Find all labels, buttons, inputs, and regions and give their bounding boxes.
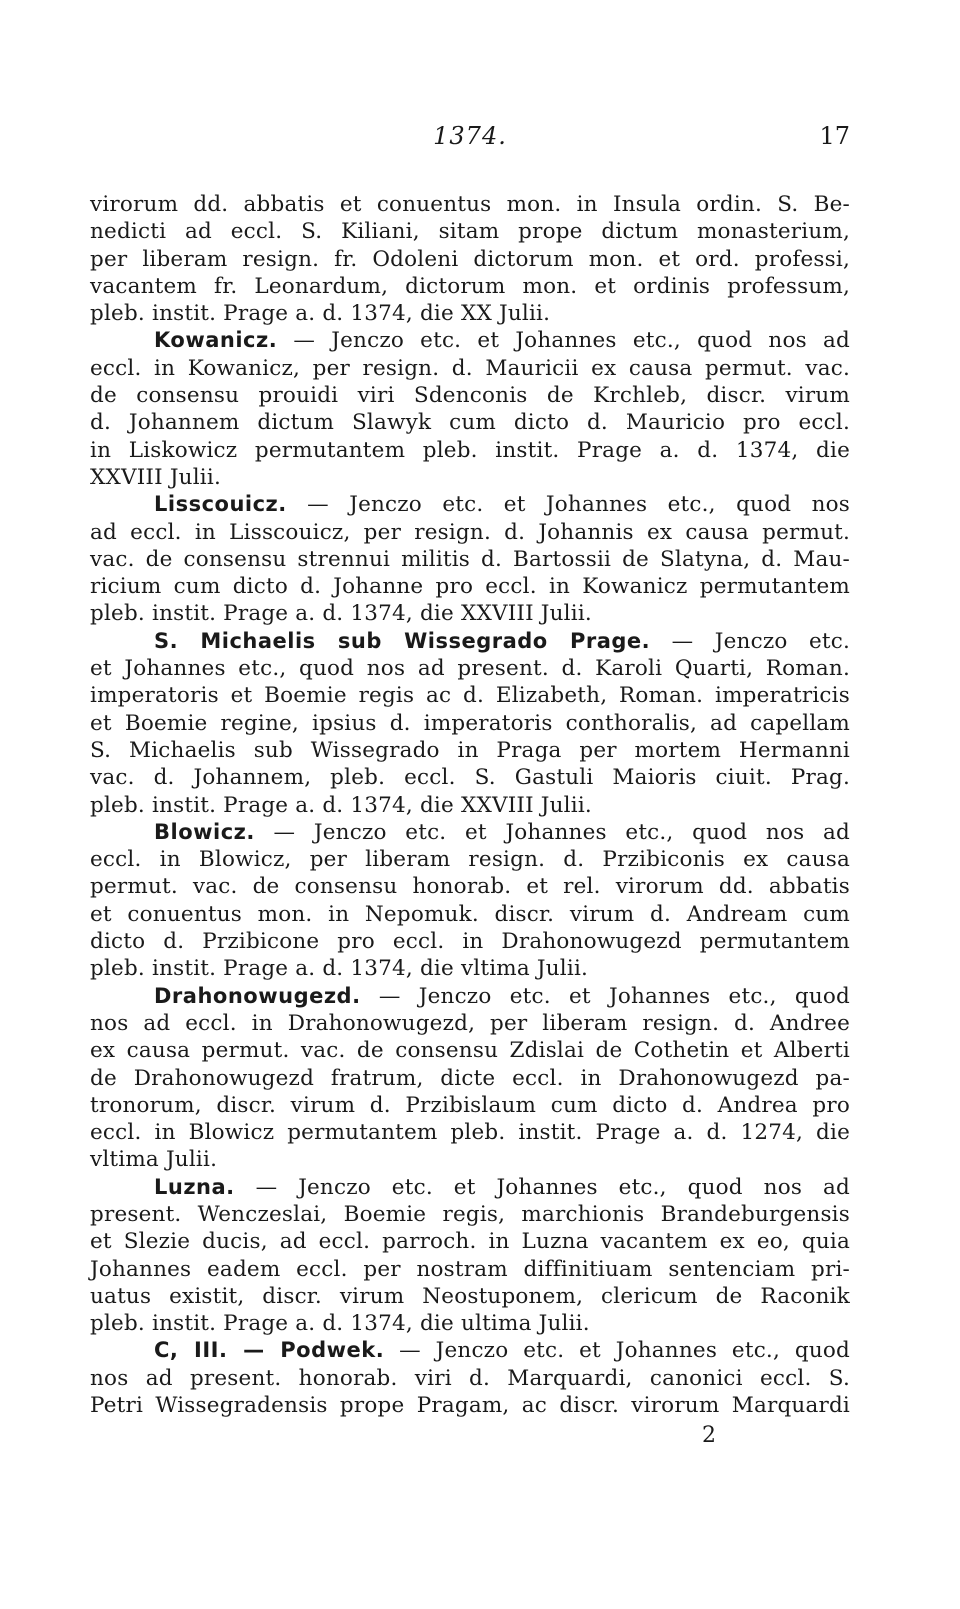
- entry-first-line: [90, 983, 850, 1010]
- line-text: — Jenczo etc. et Johannes etc., quod nos ad: [277, 328, 850, 354]
- text-line: [90, 682, 850, 709]
- entry-first-line: [90, 1337, 850, 1364]
- entry-heading: C, III. — Podwek.: [154, 1338, 385, 1363]
- line-text: de Drahonowugezd fratrum, dicte eccl. in Drahonowugezd pa-: [90, 1065, 850, 1091]
- text-line: [90, 409, 850, 436]
- line-text: — Jenczo etc. et Johannes etc., quod nos ad: [254, 819, 850, 845]
- text-line: [90, 519, 850, 546]
- text-line: [90, 1119, 850, 1146]
- text-line: [90, 1283, 850, 1310]
- line-text: eccl. in Blowicz permutantem pleb. instit. Prage a. d. 1274, die: [90, 1120, 850, 1146]
- text-line: [90, 655, 850, 682]
- line-text: XXVIII Julii.: [90, 464, 221, 490]
- line-text: vltima Julii.: [90, 1147, 218, 1173]
- page-number: 17: [819, 122, 850, 150]
- line-text: pleb. instit. Prage a. d. 1374, die vltima Julii.: [90, 956, 589, 982]
- line-text: pleb. instit. Prage a. d. 1374, die XX Julii.: [90, 301, 551, 327]
- text-line: [90, 464, 850, 491]
- text-line: [90, 1365, 850, 1392]
- line-text: uatus existit, discr. virum Neostuponem, clericum de Raconik: [90, 1283, 850, 1309]
- line-text: et conuentus mon. in Nepomuk. discr. virum d. Andream cum: [90, 901, 850, 927]
- text-line: [90, 928, 850, 955]
- text-line: [90, 437, 850, 464]
- text-line: [90, 710, 850, 737]
- line-text: virorum dd. abbatis et conuentus mon. in Insula ordin. S. Be-: [90, 192, 850, 217]
- signature-mark: 2: [702, 1423, 716, 1448]
- line-text: S. Michaelis sub Wissegrado in Praga per mortem Hermanni: [90, 737, 850, 763]
- entry-heading: Lisscouicz.: [154, 492, 287, 517]
- text-line: [90, 901, 850, 928]
- line-text: imperatoris et Boemie regis ac d. Elizabeth, Roman. imperatricis: [90, 683, 850, 709]
- text-line: [90, 792, 850, 819]
- text-line: [90, 191, 850, 218]
- line-text: — Jenczo etc. et Johannes etc., quod nos ad: [234, 1174, 850, 1200]
- body-text: [90, 191, 850, 1419]
- line-text: et Johannes etc., quod nos ad present. d. Karoli Quarti, Roman.: [90, 656, 850, 682]
- text-line: [90, 246, 850, 273]
- text-line: [90, 764, 850, 791]
- text-line: [90, 218, 850, 245]
- text-line: [90, 1256, 850, 1283]
- entry-first-line: [90, 491, 850, 518]
- line-text: ex causa permut. vac. de consensu Zdislai de Cothetin et Alberti: [90, 1038, 850, 1064]
- text-line: [90, 737, 850, 764]
- line-text: pleb. instit. Prage a. d. 1374, die XXVIII Julii.: [90, 792, 592, 818]
- text-line: [90, 273, 850, 300]
- text-line: [90, 1201, 850, 1228]
- line-text: ad eccl. in Lisscouicz, per resign. d. Johannis ex causa permut.: [90, 519, 850, 545]
- text-line: [90, 1228, 850, 1255]
- text-line: [90, 1310, 850, 1337]
- line-text: d. Johannem dictum Slawyk cum dicto d. Mauricio pro eccl.: [90, 410, 850, 436]
- line-text: pleb. instit. Prage a. d. 1374, die XXVIII Julii.: [90, 601, 592, 627]
- text-line: [90, 873, 850, 900]
- entry-heading: Luzna.: [154, 1174, 235, 1199]
- line-text: — Jenczo etc. et Johannes etc., quod nos: [286, 492, 850, 518]
- line-text: Johannes eadem eccl. per nostram diffinitiuam sentenciam pri-: [90, 1256, 850, 1282]
- line-text: nos ad present. honorab. viri d. Marquardi, canonici eccl. S.: [90, 1365, 850, 1391]
- text-line: [90, 1092, 850, 1119]
- line-text: et Boemie regine, ipsius d. imperatoris conthoralis, ad capellam: [90, 710, 850, 736]
- line-text: in Liskowicz permutantem pleb. instit. Prage a. d. 1374, die: [90, 437, 850, 463]
- line-text: de consensu prouidi viri Sdenconis de Krchleb, discr. virum: [90, 383, 850, 409]
- text-line: [90, 955, 850, 982]
- entry-heading: Blowicz.: [154, 819, 255, 844]
- line-text: — Jenczo etc. et Johannes etc., quod: [360, 983, 850, 1009]
- line-text: — Jenczo etc.: [650, 628, 850, 654]
- text-line: [90, 846, 850, 873]
- line-text: nos ad eccl. in Drahonowugezd, per liberam resign. d. Andree: [90, 1010, 850, 1036]
- line-text: nedicti ad eccl. S. Kiliani, sitam prope dictum monasterium,: [90, 219, 850, 245]
- text-line: [90, 546, 850, 573]
- text-line: [90, 1010, 850, 1037]
- line-text: et Slezie ducis, ad eccl. parroch. in Luzna vacantem ex eo, quia: [90, 1229, 850, 1255]
- running-year: 1374.: [433, 122, 507, 150]
- line-text: present. Wenczeslai, Boemie regis, marchionis Brandeburgensis: [90, 1201, 850, 1227]
- entry-first-line: [90, 1174, 850, 1201]
- running-head: [90, 122, 850, 158]
- line-text: per liberam resign. fr. Odoleni dictorum mon. et ord. professi,: [90, 246, 850, 272]
- entry-first-line: [90, 819, 850, 846]
- text-line: [90, 573, 850, 600]
- entry-heading: S. Michaelis sub Wissegrado Prage.: [154, 628, 651, 653]
- entry-first-line: [90, 628, 850, 655]
- text-line: [90, 1146, 850, 1173]
- line-text: tronorum, discr. virum d. Przibislaum cum dicto d. Andrea pro: [90, 1092, 850, 1118]
- line-text: eccl. in Kowanicz, per resign. d. Mauricii ex causa permut. vac.: [90, 355, 850, 381]
- text-line: [90, 600, 850, 627]
- text-line: [90, 1392, 850, 1419]
- line-text: pleb. instit. Prage a. d. 1374, die ultima Julii.: [90, 1311, 590, 1337]
- line-text: vac. de consensu strennui militis d. Bartossii de Slatyna, d. Mau-: [90, 546, 850, 572]
- text-line: [90, 1037, 850, 1064]
- line-text: dicto d. Przibicone pro eccl. in Drahonowugezd permutantem: [90, 929, 850, 955]
- line-text: permut. vac. de consensu honorab. et rel. virorum dd. abbatis: [90, 874, 850, 900]
- text-line: [90, 1065, 850, 1092]
- text-line: [90, 300, 850, 327]
- entry-heading: Kowanicz.: [154, 328, 278, 353]
- text-line: [90, 382, 850, 409]
- line-text: eccl. in Blowicz, per liberam resign. d. Przibiconis ex causa: [90, 847, 850, 873]
- line-text: vacantem fr. Leonardum, dictorum mon. et ordinis professum,: [90, 273, 850, 299]
- text-line: [90, 355, 850, 382]
- entry-heading: Drahonowugezd.: [154, 983, 361, 1008]
- line-text: Petri Wissegradensis prope Pragam, ac discr. virorum Marquardi: [90, 1393, 850, 1419]
- line-text: — Jenczo etc. et Johannes etc., quod: [384, 1338, 850, 1364]
- entry-first-line: [90, 327, 850, 354]
- line-text: vac. d. Johannem, pleb. eccl. S. Gastuli Maioris ciuit. Prag.: [90, 765, 850, 791]
- line-text: ricium cum dicto d. Johanne pro eccl. in Kowanicz permutantem: [90, 574, 850, 600]
